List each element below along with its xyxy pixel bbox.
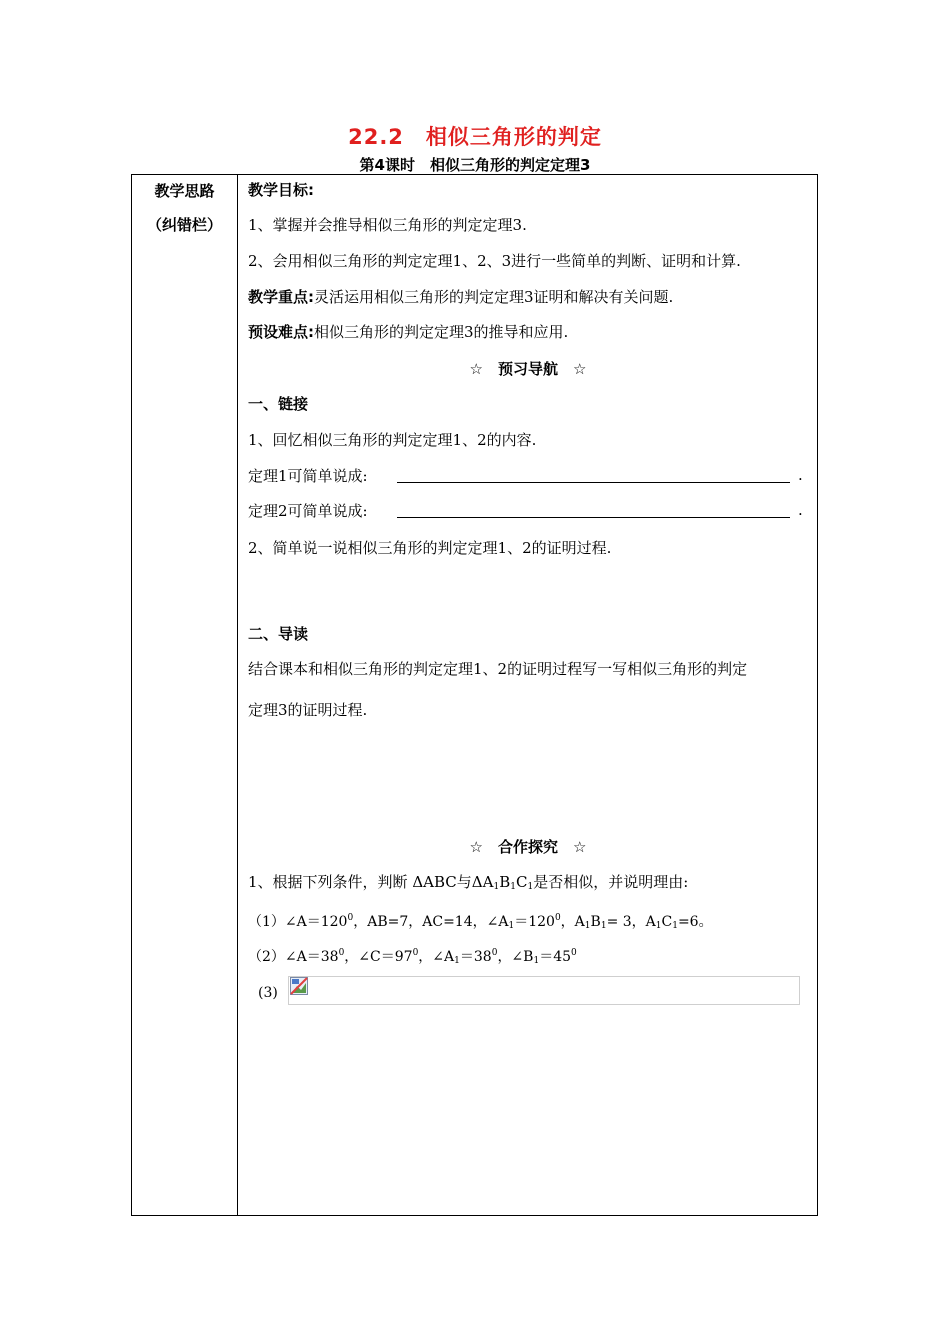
side-label-thinking: 教学思路 [154,182,215,200]
column-divider [237,174,238,1216]
explore-heading: ☆ 合作探究 ☆ [469,838,587,856]
condition-3-image-placeholder [288,976,800,1005]
link-question-1: 1、回忆相似三角形的判定定理1、2的内容. [248,431,537,449]
preview-heading: ☆ 预习导航 ☆ [469,360,587,378]
difficulty-label: 预设难点: [248,323,314,341]
triangle-abc: ΔABC [412,873,457,891]
goal-item-1: 1、掌握并会推导相似三角形的判定定理3. [248,216,527,234]
page-title: 22.2 相似三角形的判定 [348,125,602,149]
section-read-heading: 二、导读 [248,625,309,643]
broken-image-icon [290,977,308,995]
theorem2-label: 定理2可简单说成: [248,502,368,520]
condition-1: $(1)\angle A=120^0$，AB=7，AC=14，$\angle A_1=120^0$，$A_1B_1= 3$，$A_1C_1=6$。 [248,913,713,931]
condition-3-label: (3) [258,985,278,1001]
difficulty-row [248,322,568,342]
theorem2-period: . [798,501,803,519]
triangle-a1b1c1: $\Delta A_1B_1C_1$ [471,873,534,892]
goal-item-2: 2、会用相似三角形的判定定理1、2、3进行一些简单的判断、证明和计算. [248,252,741,270]
theorem1-label: 定理1可简单说成: [248,467,368,485]
section-link-heading: 一、链接 [248,395,309,413]
theorem1-blank [397,482,790,483]
link-question-2: 2、简单说一说相似三角形的判定定理1、2的证明过程. [248,539,612,557]
theorem2-blank [397,517,790,518]
read-text-line-1: 结合课本和相似三角形的判定定理1、2的证明过程写一写相似三角形的判定 [248,660,748,678]
difficulty-text: 相似三角形的判定定理3的推导和应用. [314,323,569,341]
focus-row [248,287,673,307]
focus-label: 教学重点: [248,288,314,306]
page-subtitle: 第4课时 相似三角形的判定定理3 [359,156,591,174]
explore-question-1: 1、根据下列条件，判断 ΔABC与$\Delta A_1B_1C_1$是否相似，并说明理由: [248,873,689,892]
theorem1-period: . [798,466,803,484]
focus-text: 灵活运用相似三角形的判定定理3证明和解决有关问题. [314,288,674,306]
condition-2: $(2)\angle A=38^0$，$\angle C=97^0$，$\angle A_1=38^0$，$\angle B_1=45^0$ [248,948,577,966]
goals-heading: 教学目标: [248,181,314,199]
side-label-correction: （纠错栏） [146,216,222,234]
read-text-line-2: 定理3的证明过程. [248,701,368,719]
